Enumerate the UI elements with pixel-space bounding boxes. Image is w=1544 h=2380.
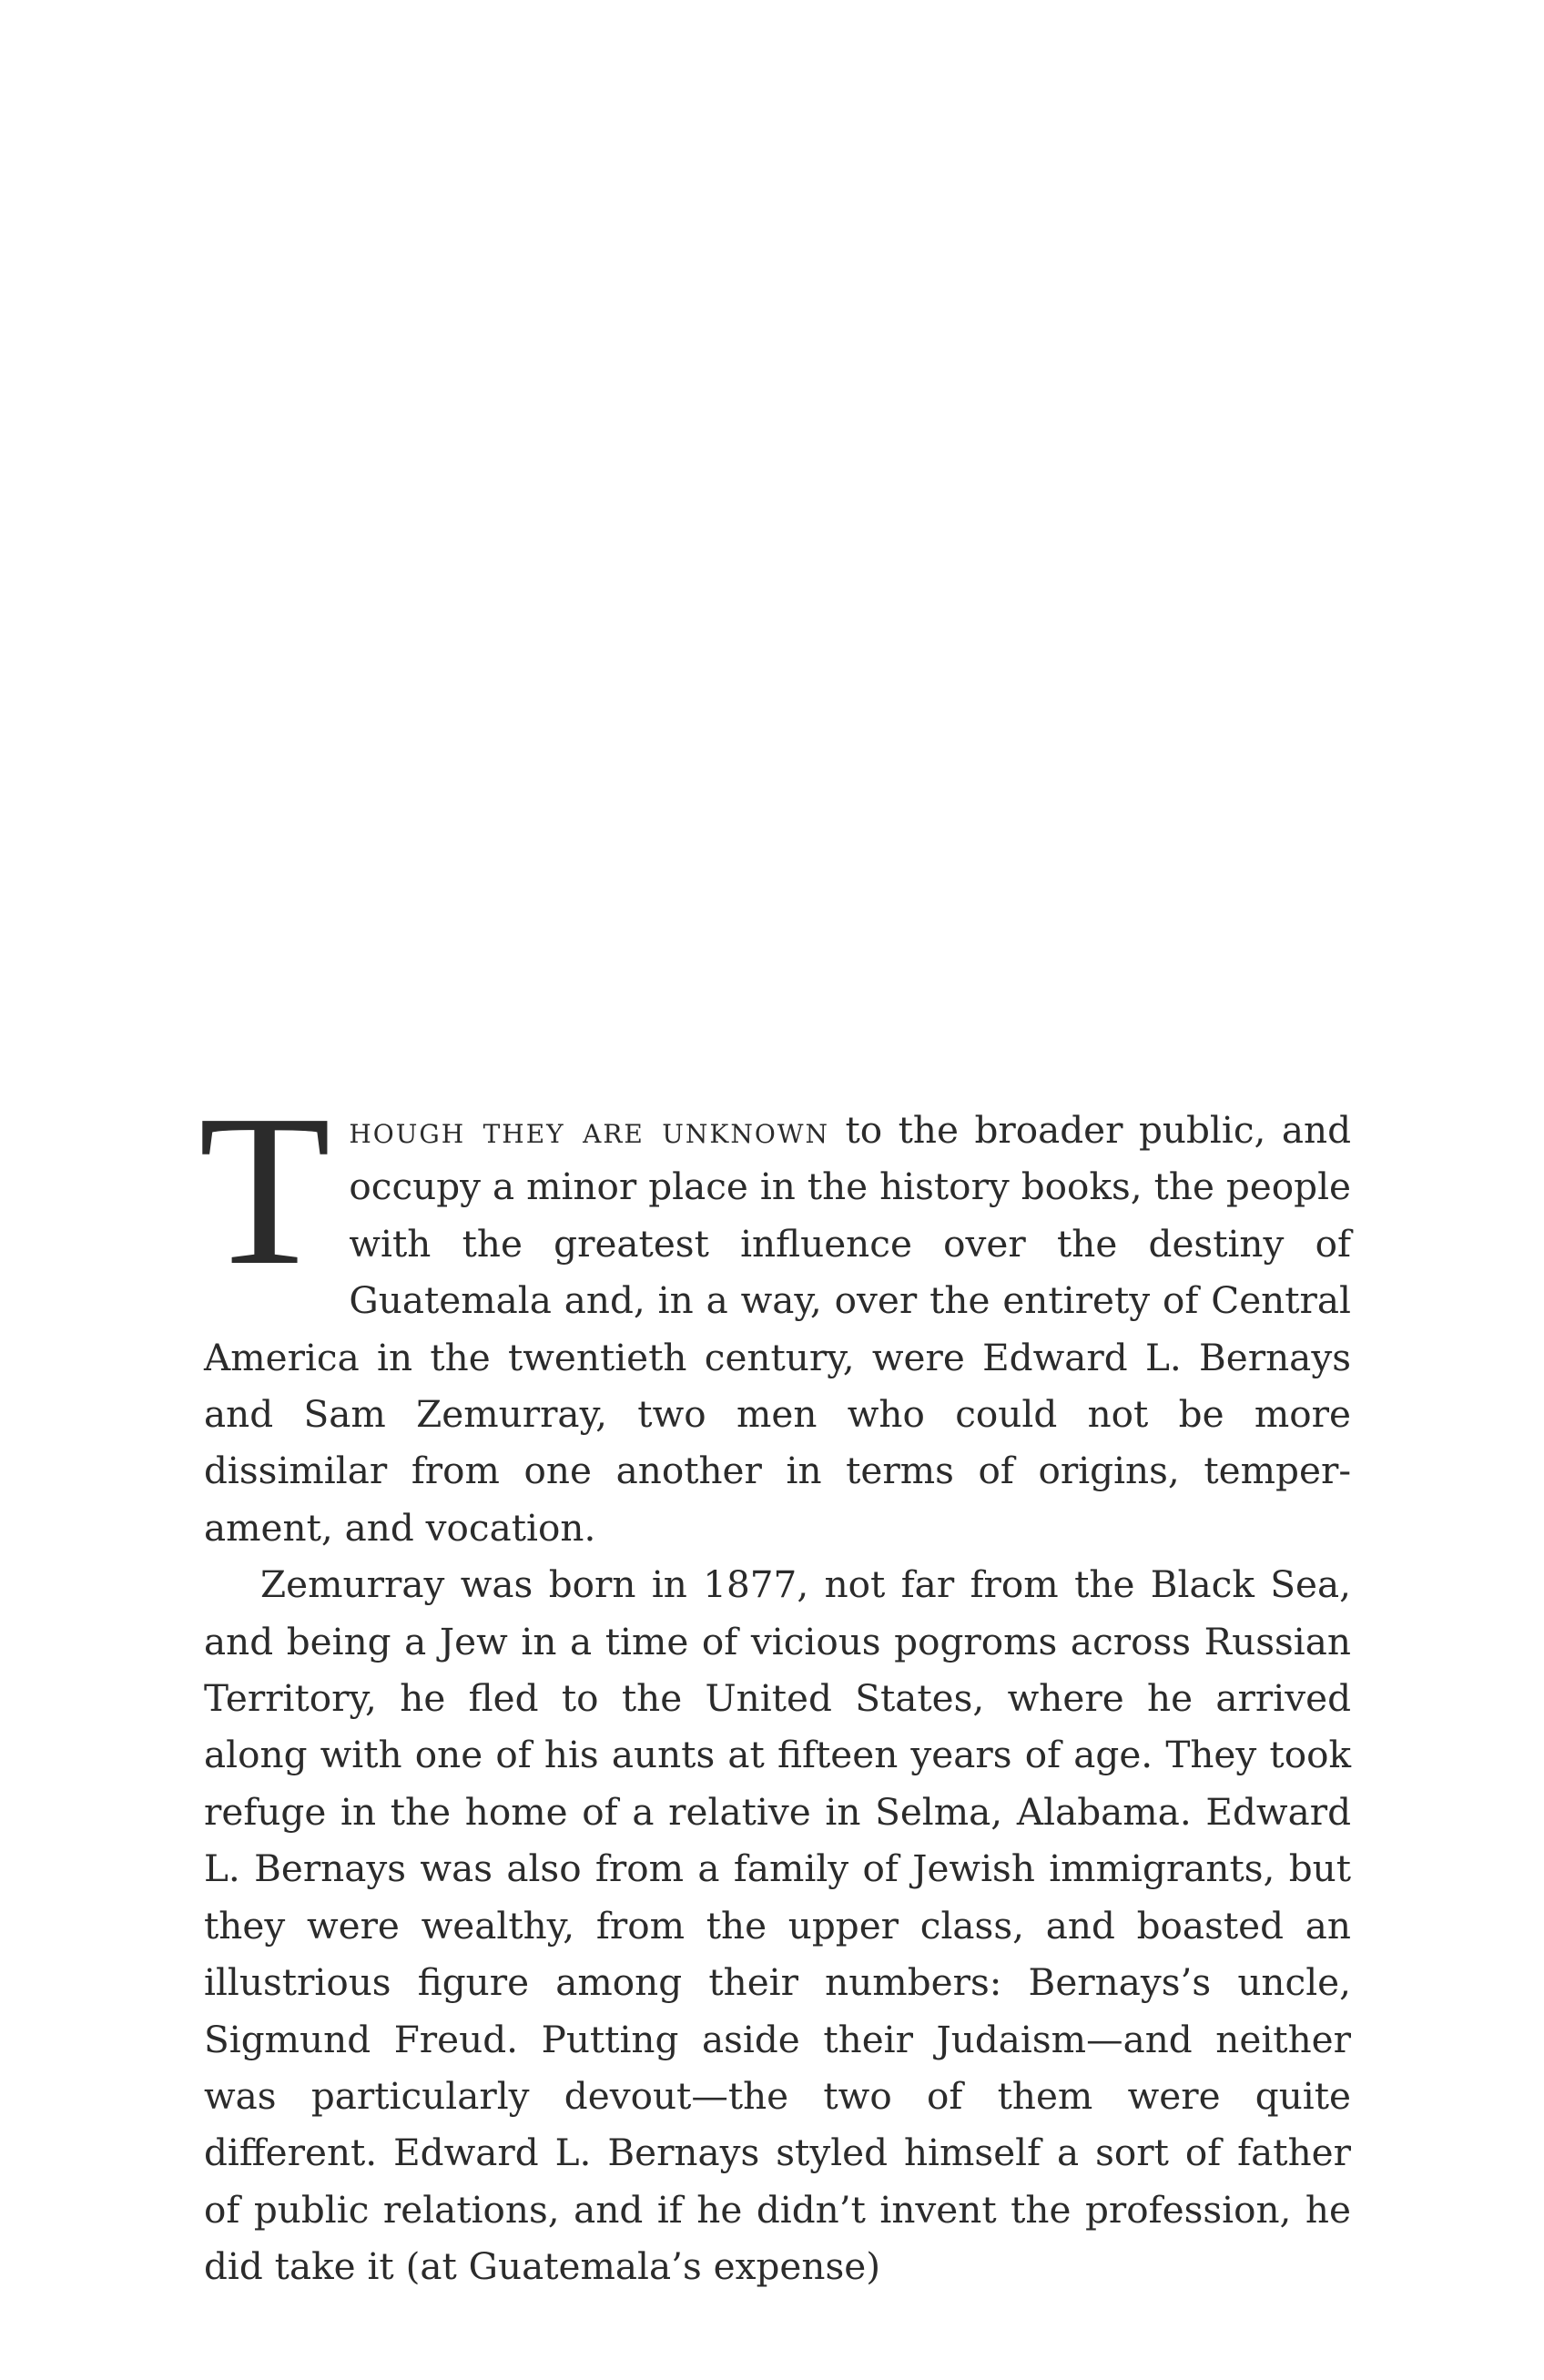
lead-in-small-caps: hough they are unknown	[349, 1108, 830, 1152]
body-text	[198, 1071, 1351, 2295]
paragraph-opening	[198, 1071, 1351, 1556]
paragraph-1-text: to the broader public, and occupy a minor place in the history books, the people with the greatest influence over the destiny of Guatemala and, in a way, over the entirety of Central America in the twentieth century, were Edward L. Bernays and Sam Zemurray, two men who could not be more dissimilar from one another in terms of origins, temperament, and vocation.	[204, 1108, 1351, 1550]
paragraph-2: Zemurray was born in 1877, not far from the Black Sea, and being a Jew in a time of vicious pogroms across Russian Territory, he fled to the United States, where he arrived along with one of his aunts at fifteen years of age. They took refuge in the home of a relative in Selma, Alabama. Edward L. Bernays was also from a family of Jewish immigrants, but they were wealthy, from the upper class, and boasted an illustrious figure among their numbers: Bernays’s uncle, Sigmund Freud. Putting aside their Judaism—and neither was particularly devout—the two of them were quite different. Edward L. Bernays styled himself a sort of father of public relations, and if he didn’t invent the profession, he did take it (at Guatemala’s expense)	[204, 1562, 1351, 2289]
drop-cap: T	[198, 1071, 331, 1310]
